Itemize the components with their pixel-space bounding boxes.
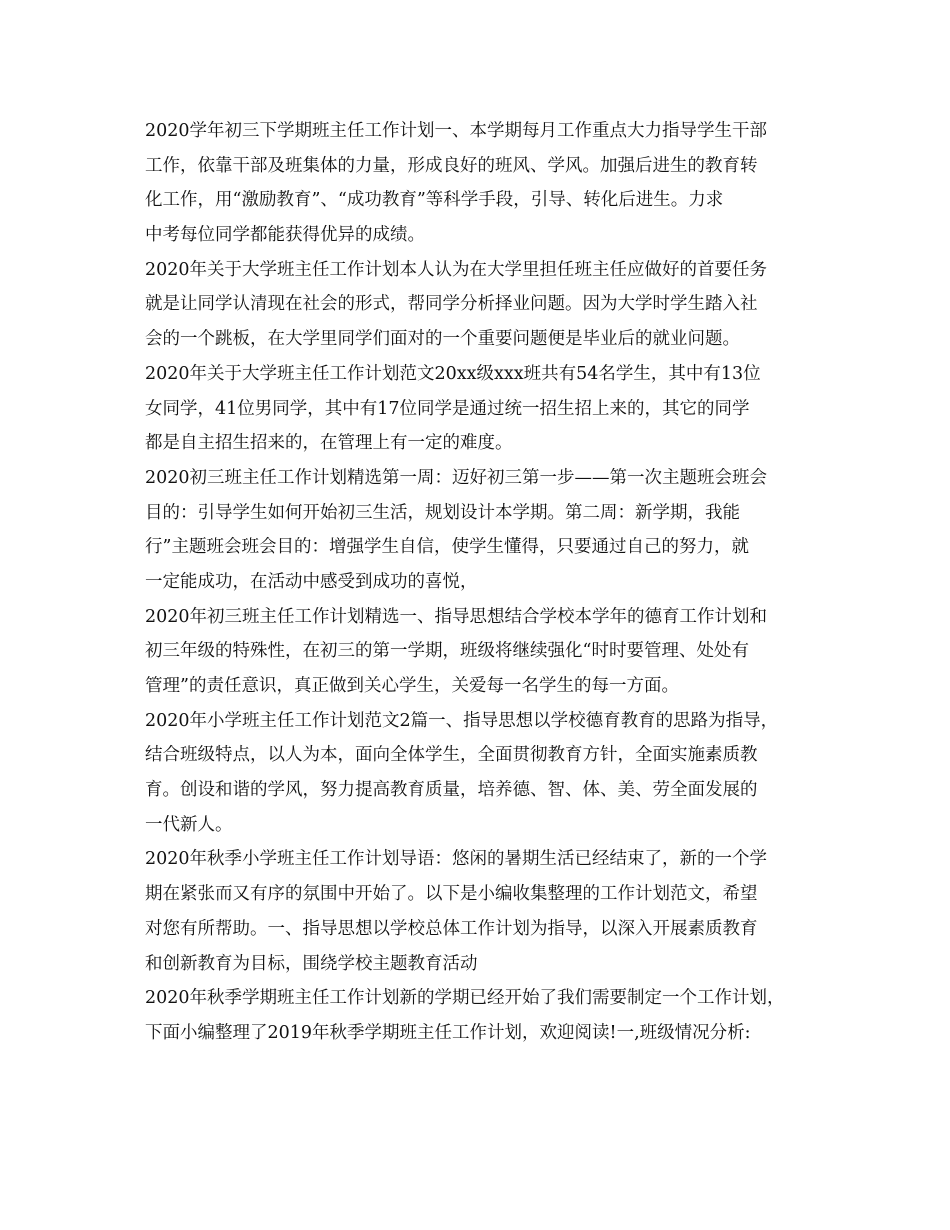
text-line: 管理”的责任意识，真正做到关心学生，关爱每一名学生的每一方面。 bbox=[145, 676, 679, 696]
paragraph-2 bbox=[145, 253, 810, 357]
text-line: 2020年秋季小学班主任工作计划导语：悠闲的暑期生活已经结束了，新的一个学 bbox=[145, 849, 768, 870]
paragraph-1 bbox=[145, 114, 810, 253]
text-line: 都是自主招生招来的，在管理上有一定的难度。 bbox=[145, 433, 513, 454]
text-line: 一定能成功，在活动中感受到成功的喜悦， bbox=[145, 571, 478, 592]
paragraph-8 bbox=[145, 981, 810, 1050]
paragraph-5 bbox=[145, 600, 810, 704]
text-line: 行”主题班会班会目的：增强学生自信，使学生懂得，只要通过自己的努力，就 bbox=[145, 537, 749, 558]
text-line: 一代新人。 bbox=[145, 814, 233, 835]
text-line: 2020初三班主任工作计划精选第一周：迈好初三第一步——第一次主题班会班会 bbox=[145, 467, 768, 488]
text-line: 下面小编整理了2019年秋季学期班主任工作计划，欢迎阅读!一,班级情况分析: bbox=[145, 1022, 751, 1043]
text-line: 2020年初三班主任工作计划精选一、指导思想结合学校本学年的德育工作计划和 bbox=[145, 606, 768, 627]
text-line: 2020学年初三下学期班主任工作计划一、本学期每月工作重点大力指导学生干部 bbox=[145, 121, 768, 141]
text-line: 女同学，41位男同学，其中有17位同学是通过统一招生招上来的，其它的同学 bbox=[145, 398, 750, 419]
text-line: 2020年小学班主任工作计划范文2篇一、指导思想以学校德育教育的思路为指导， bbox=[145, 710, 779, 731]
text-line: 育。创设和谐的学风，努力提高教育质量，培养德、智、体、美、劳全面发展的 bbox=[145, 780, 758, 801]
text-line: 会的一个跳板，在大学里同学们面对的一个重要问题便是毕业后的就业问题。 bbox=[145, 329, 740, 350]
text-line: 对您有所帮助。一、指导思想以学校总体工作计划为指导，以深入开展素质教育 bbox=[145, 918, 758, 939]
text-line: 化工作，用“激励教育”、“成功教育”等科学手段，引导、转化后进生。力求 bbox=[145, 190, 724, 211]
text-line: 2020年关于大学班主任工作计划范文20xx级xxx班共有54名学生，其中有13位 bbox=[145, 363, 761, 384]
text-line: 2020年关于大学班主任工作计划本人认为在大学里担任班主任应做好的首要任务 bbox=[145, 259, 768, 280]
text-line: 和创新教育为目标，围绕学校主题教育活动 bbox=[145, 953, 478, 974]
text-line: 目的：引导学生如何开始初三生活，规划设计本学期。第二周：新学期，我能 bbox=[145, 502, 740, 523]
text-line: 2020年秋季学期班主任工作计划新的学期已经开始了我们需要制定一个工作计划， bbox=[145, 988, 785, 1009]
text-line: 中考每位同学都能获得优异的成绩。 bbox=[145, 225, 425, 246]
text-line: 期在紧张而又有序的氛围中开始了。以下是小编收集整理的工作计划范文，希望 bbox=[145, 884, 758, 905]
text-line: 工作，依靠干部及班集体的力量，形成良好的班风、学风。加强后进生的教育转 bbox=[145, 155, 758, 176]
paragraph-7 bbox=[145, 842, 810, 981]
text-line: 结合班级特点，以人为本，面向全体学生，全面贯彻教育方针，全面实施素质教 bbox=[145, 745, 758, 766]
document-body bbox=[145, 114, 810, 1051]
paragraph-4 bbox=[145, 461, 810, 600]
text-line: 就是让同学认清现在社会的形式，帮同学分析择业问题。因为大学时学生踏入社 bbox=[145, 294, 758, 315]
paragraph-6 bbox=[145, 704, 810, 843]
text-line: 初三年级的特殊性，在初三的第一学期，班级将继续强化“时时要管理、处处有 bbox=[145, 641, 749, 662]
paragraph-3 bbox=[145, 357, 810, 461]
